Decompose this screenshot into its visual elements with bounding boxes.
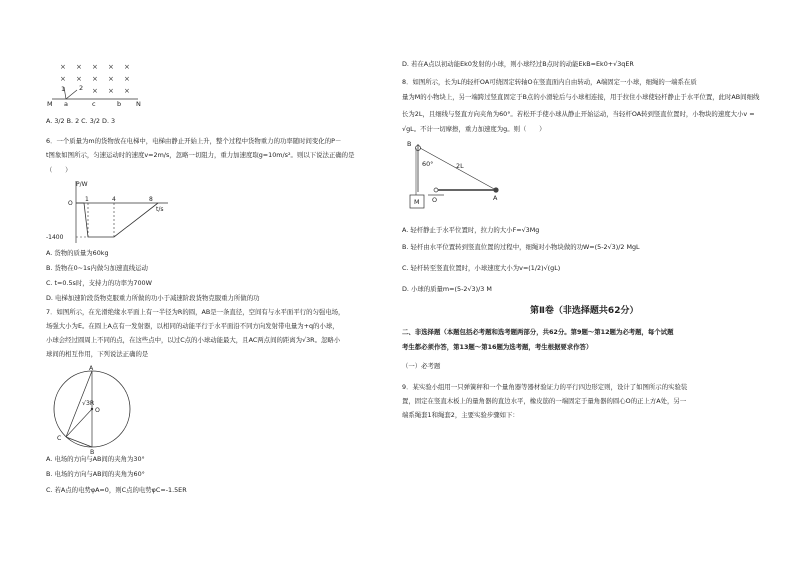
label-b: B xyxy=(407,140,412,148)
q9-stem-line2: 置，固定在竖直木板上的量角器的直边水平，橡皮筋的一端固定于量角器的圆心O的正上方A处，另一 xyxy=(402,397,687,405)
center-point xyxy=(91,408,93,410)
neg-value: -1400 xyxy=(46,234,64,241)
q9-stem-line1: 9．某实验小组用一只弹簧秤和一个量角器等器材验证力的平行四边形定则，设计了如图所示的实验装 xyxy=(402,383,688,391)
label-m: M xyxy=(47,100,53,108)
q7-option-c: C. 若A点的电势φA=0，则C点的电势φC=-1.5ER xyxy=(46,486,187,494)
point-o: O xyxy=(95,407,100,414)
q8-option-d: D. 小球的质量m=(5-2√3)/3 M xyxy=(402,285,492,293)
q8-stem-line4: √gL。不计一切摩擦，重力加速度为g。则（ ） xyxy=(402,125,546,133)
magnetic-field-figure xyxy=(46,60,156,112)
label-2: 2 xyxy=(79,84,84,92)
x-axis-label: t/s xyxy=(156,206,164,213)
power-time-graph xyxy=(46,177,176,247)
q7-stem-line1: 7．如图所示，在光滑绝缘水平面上有一半径为R的圆，AB是一条直径，空间有与水平面平行的匀强电场， xyxy=(46,308,345,316)
q6-option-b: B. 货物在0~1s内做匀加速直线运动 xyxy=(46,264,148,272)
point-b: B xyxy=(90,449,95,455)
radius-oc xyxy=(66,409,92,437)
q5-options: A. 3/2 B. 2 C. 3/2 D. 3 xyxy=(46,117,116,125)
cross-mark: × xyxy=(92,63,98,71)
tick-4: 4 xyxy=(112,196,116,203)
q6-option-d: D. 电梯加速阶段货物克服重力所做的功小于减速阶段货物克服重力所做的功 xyxy=(46,294,260,302)
point-a: A xyxy=(89,365,94,372)
label-o: O xyxy=(432,196,438,204)
q7-option-a: A. 电场的方向与AB间的夹角为30° xyxy=(46,455,145,463)
chord-bc xyxy=(66,437,92,447)
q7-stem-line3: 小球会经过圆周上不同的点，在这些点中，以过C点的小球动能最大，且AC两点间的距离为√3R。忽略小 xyxy=(46,336,341,344)
q8-stem-line3: 长为2L，且细线与竖直方向夹角为60°。若松开手使小球从静止开始运动，当轻杆OA转到竖直位置时，小物块的速度大小v = xyxy=(402,110,755,118)
label-m: M xyxy=(414,198,420,206)
cross-mark: × xyxy=(124,75,130,83)
part2-instructions-line2: 考生都必须作答，第13题～第16题为选考题，考生根据要求作答） xyxy=(402,343,593,351)
cross-mark: × xyxy=(124,63,130,71)
label-n: N xyxy=(136,100,141,108)
cross-mark: × xyxy=(124,87,130,95)
q6-option-c: C. t=0.5s时，支持力的功率为700W xyxy=(46,279,152,287)
label-a: A xyxy=(493,194,498,202)
point-c: C xyxy=(57,435,62,442)
rod-pulley-figure xyxy=(402,138,512,214)
cross-mark: × xyxy=(76,75,82,83)
q7-option-b: B. 电场的方向与AB间的夹角为60° xyxy=(46,470,145,478)
q7-stem-line4: 球间的相互作用，下列说法正确的是 xyxy=(46,350,149,358)
q6-stem-line2: t图象如图所示，匀速运动时的速度v=2m/s，忽略一切阻力，重力加速度取g=10m/s²。则以下说法正确的是 xyxy=(46,151,355,159)
q6-stem-line1: 6．一个质量为m的货物放在电梯中，电梯由静止开始上升，整个过程中货物重力的功率随时间变化的P－ xyxy=(46,137,342,145)
q7-option-d: D. 若在A点以初动能Ek0发射的小球，则小球经过B点时的动能EkB=Ek0+√3qER xyxy=(402,60,634,68)
cross-mark: × xyxy=(60,75,66,83)
origin-label: O xyxy=(68,200,73,207)
q8-stem-line1: 8．如图所示，长为L的轻杆OA可绕固定转轴O在竖直面内自由转动，A端固定一小球，细绳的一端系在质 xyxy=(402,78,697,86)
q6-paren: （ ） xyxy=(46,166,72,174)
label-c: c xyxy=(92,100,96,108)
power-curve xyxy=(76,203,158,237)
cross-mark: × xyxy=(108,75,114,83)
q8-option-c: C. 轻杆转至竖直位置时，小球速度大小为v=(1/2)√(gL) xyxy=(402,264,561,272)
q7-stem-line2: 场强大小为E。在圆上A点有一发射器，以相同的动能平行于水平面沿不同方向发射带电量为+q的小球， xyxy=(46,322,339,330)
cross-mark: × xyxy=(92,75,98,83)
label-b: b xyxy=(117,100,122,108)
label-1: 1 xyxy=(61,85,66,93)
part2-title: 第Ⅱ卷（非选择题共62分） xyxy=(530,306,639,316)
q8-option-b: B. 轻杆由水平位置转到竖直位置的过程中，细绳对小物块做的功W=(5-2√3)/2 MgL xyxy=(402,243,640,251)
pivot-o xyxy=(434,188,438,192)
velocity-arrow-2 xyxy=(66,90,77,99)
cross-mark: × xyxy=(108,87,114,95)
part2-instructions-line1: 二、非选择题（本题包括必考题和选考题两部分，共62分。第9题～第12题为必考题，每个试题 xyxy=(402,328,674,336)
q9-stem-line3: 端系绳套1和绳套2，主要实验步骤如下： xyxy=(402,411,519,419)
ball-a xyxy=(493,187,498,192)
label-a: a xyxy=(64,100,68,108)
q6-option-a: A. 货物的质量为60kg xyxy=(46,249,109,257)
y-axis-label: P/W xyxy=(76,181,88,188)
q8-option-a: A. 轻杆静止于水平位置时，拉力的大小F=√3Mg xyxy=(402,226,540,234)
tick-8: 8 xyxy=(149,196,153,203)
q8-stem-line2: 量为M的小物块上，另一端跨过竖直固定于B点的小滑轮后与小球相连接，用于拉住小球使轻杆静止于水平位置，此时AB间细线 xyxy=(402,93,760,101)
label-angle: 60° xyxy=(422,160,434,168)
cross-mark: × xyxy=(76,63,82,71)
label-2l: 2L xyxy=(456,162,464,170)
tick-1: 1 xyxy=(85,196,89,203)
length-label: √3R xyxy=(82,400,95,407)
circle-figure xyxy=(46,363,146,455)
cross-mark: × xyxy=(92,87,98,95)
required-section-label: （一）必考题 xyxy=(402,362,441,370)
cross-mark: × xyxy=(108,63,114,71)
cross-mark: × xyxy=(60,63,66,71)
